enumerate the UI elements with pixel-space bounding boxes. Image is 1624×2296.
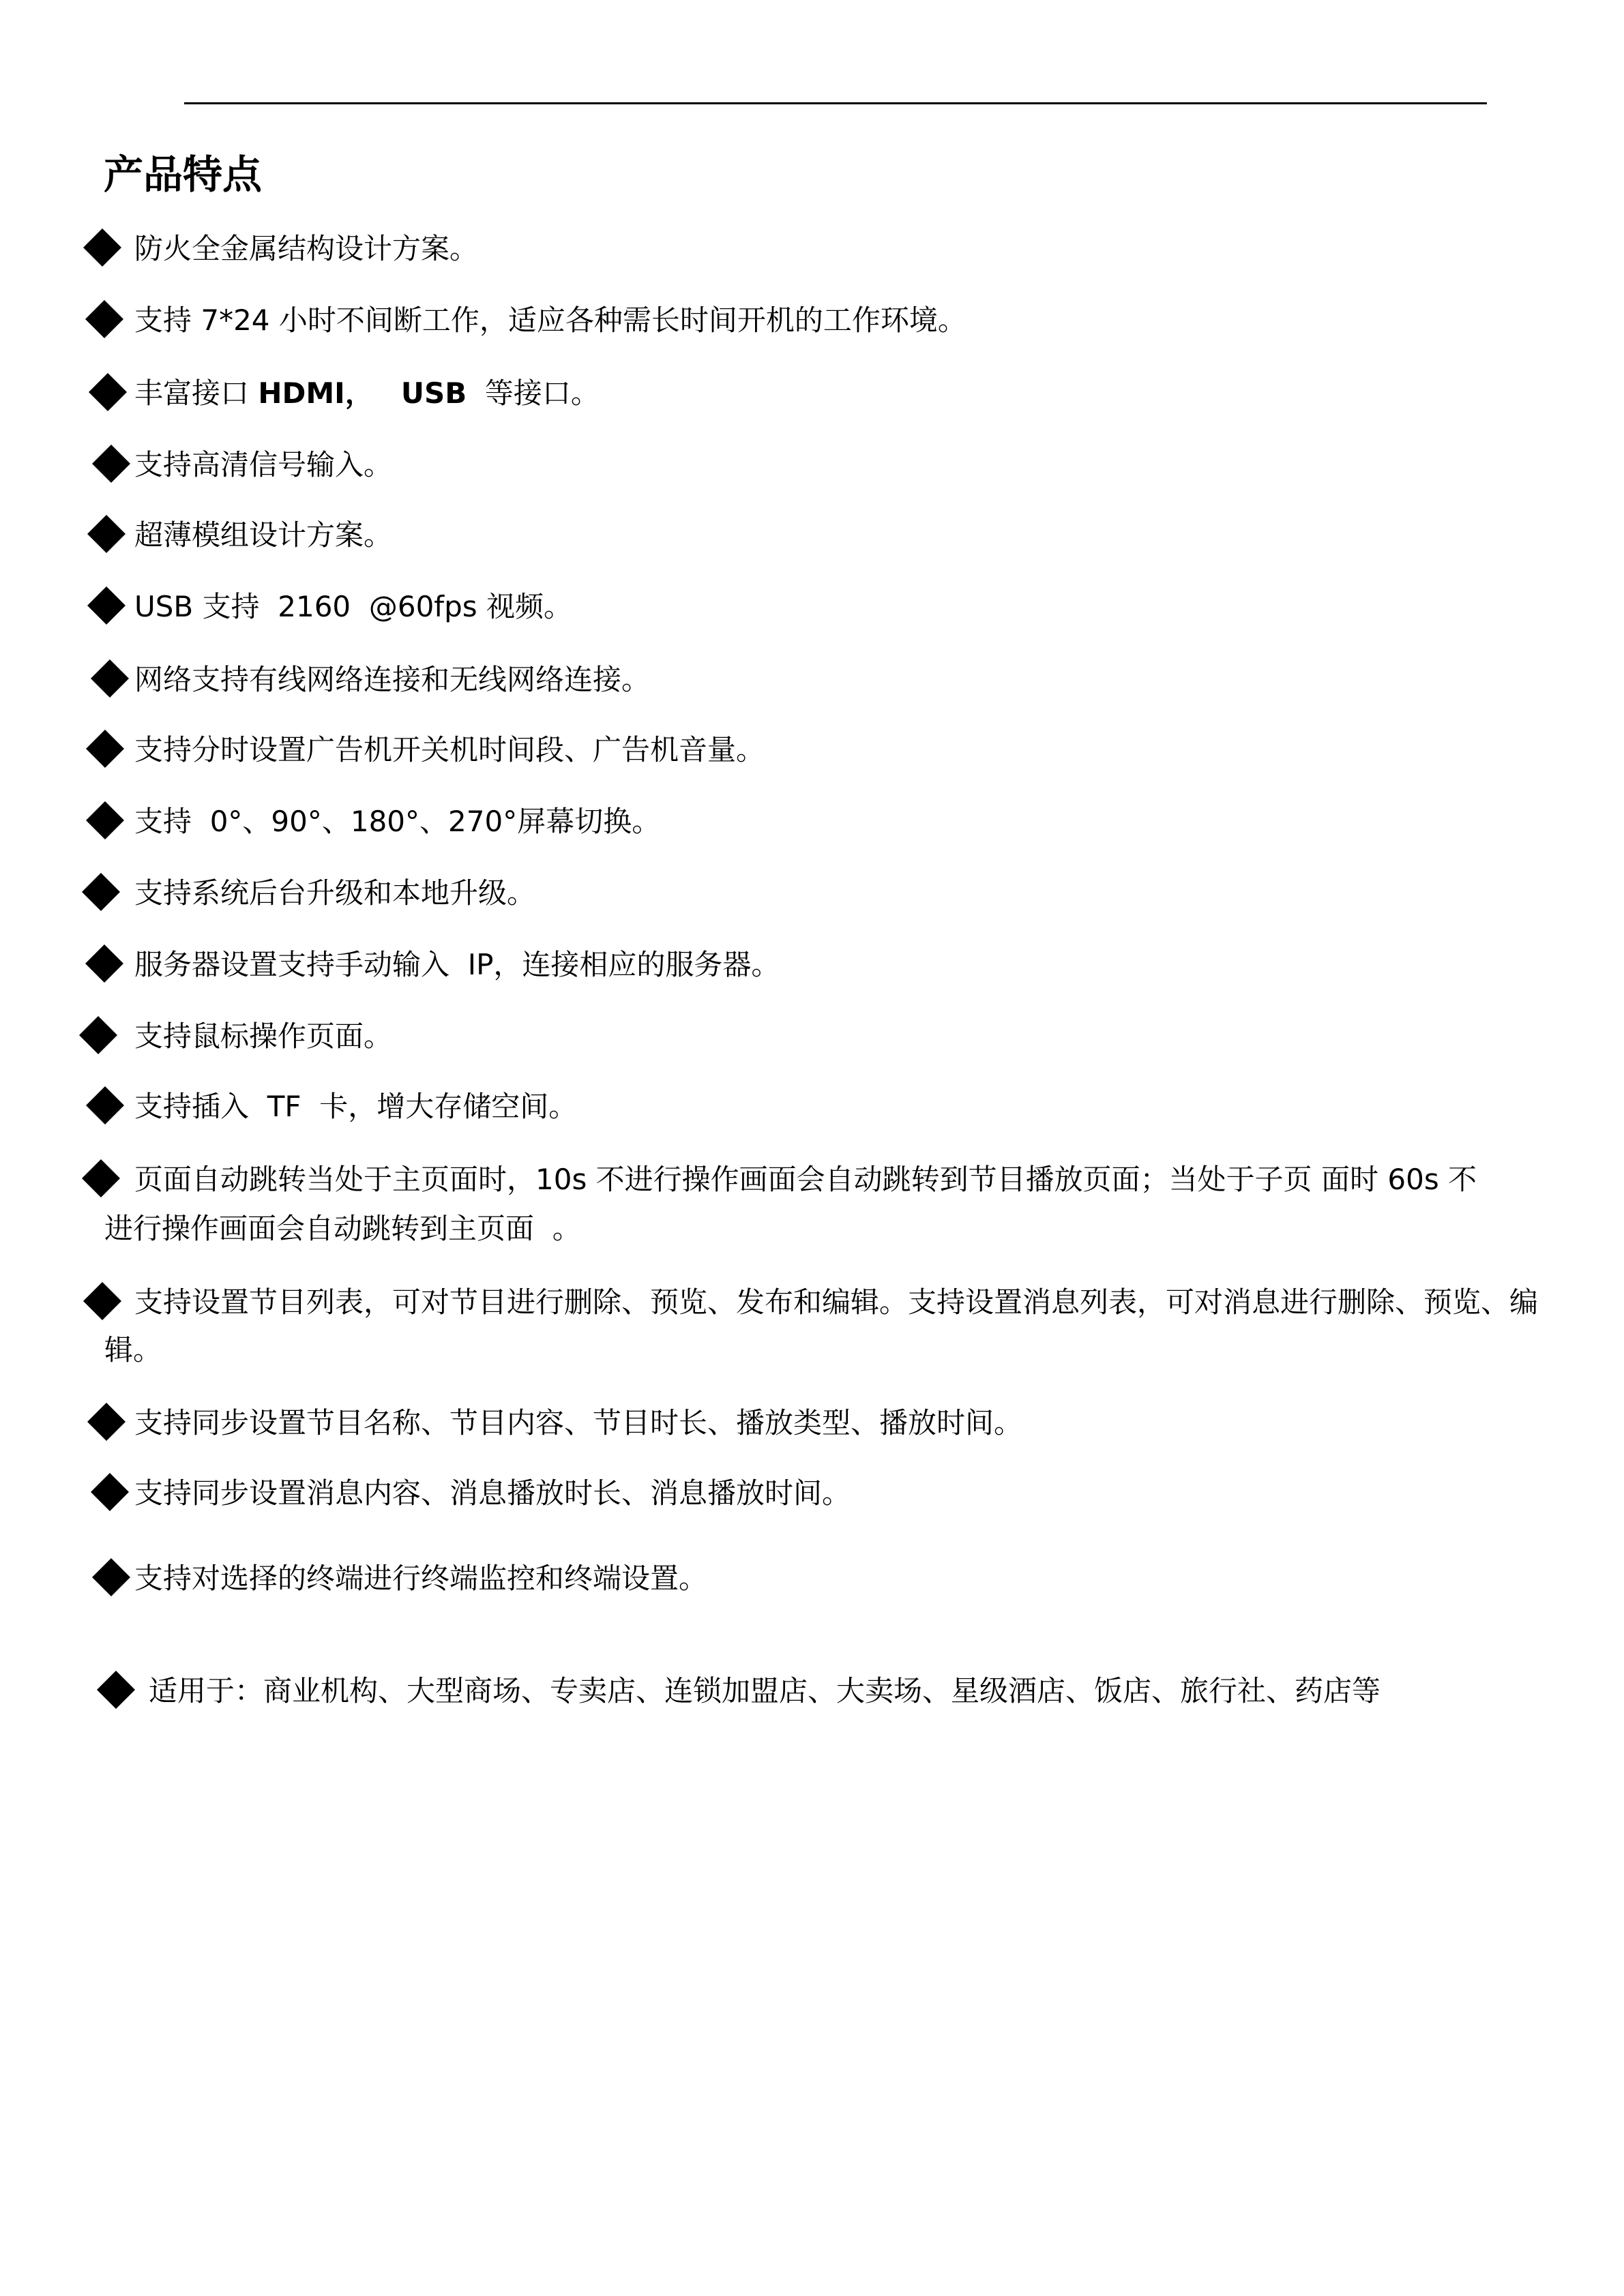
- applicable-venues: 商业机构、大型商场、专卖店、连锁加盟店、大卖场、星级酒店、饭店、旅行社、药店等: [263, 1674, 1381, 1708]
- bullet-diamond-icon: [82, 1159, 120, 1197]
- interface-prefix: 丰富接口: [134, 376, 259, 410]
- feature-text: 服务器设置支持手动输入 IP，连接相应的服务器。: [134, 948, 780, 981]
- bullet-diamond-icon: [86, 1086, 124, 1124]
- feature-item: [0, 723, 1624, 777]
- feature-text: 支持同步设置消息内容、消息播放时长、消息播放时间。: [134, 1476, 851, 1510]
- feature-text: 支持分时设置广告机开关机时间段、广告机音量。: [134, 733, 765, 766]
- feature-item: [0, 938, 1624, 992]
- feature-text: 支持 7*24 小时不间断工作，适应各种需长时间开机的工作环境。: [134, 303, 966, 337]
- feature-text: [134, 366, 600, 421]
- bullet-diamond-icon: [87, 515, 126, 553]
- feature-text: 支持高清信号输入。: [134, 448, 393, 481]
- feature-item: [0, 1152, 1624, 1262]
- page-title: 产品特点: [104, 151, 263, 198]
- bullet-diamond-icon: [85, 944, 123, 983]
- bullet-diamond-icon: [87, 1403, 126, 1441]
- bullet-diamond-icon: [92, 1558, 130, 1596]
- applicable-label: 适用于：: [149, 1674, 264, 1708]
- feature-text: USB 支持 2160 @60fps 视频。: [134, 590, 572, 623]
- feature-text-line2: 进行操作画面会自动跳转到主页面 。: [104, 1212, 581, 1245]
- feature-text: 支持鼠标操作页面。: [134, 1019, 393, 1053]
- bullet-diamond-icon: [82, 873, 120, 911]
- bullet-diamond-icon: [91, 1473, 129, 1511]
- interface-suffix: 等接口。: [467, 376, 600, 410]
- feature-text: 支持系统后台升级和本地升级。: [134, 876, 536, 910]
- feature-item: [0, 1079, 1624, 1134]
- feature-item: [0, 293, 1624, 348]
- feature-item: [0, 1009, 1624, 1064]
- feature-item: [0, 653, 1624, 707]
- feature-item: [0, 580, 1624, 634]
- bullet-diamond-icon: [89, 373, 127, 411]
- feature-item: [0, 508, 1624, 563]
- feature-text: 支持插入 TF 卡，增大存储空间。: [134, 1090, 578, 1123]
- feature-item: [0, 1664, 1624, 1718]
- header-divider: [184, 102, 1487, 104]
- feature-text: 支持对选择的终端进行终端监控和终端设置。: [134, 1562, 708, 1595]
- feature-item: [0, 866, 1624, 921]
- feature-text: [149, 1664, 1381, 1718]
- feature-text-line1: 页面自动跳转当处于主页面时，10s 不进行操作画面会自动跳转到节目播放页面；当处于子页 面时 60s 不: [134, 1163, 1477, 1196]
- feature-item: [0, 1275, 1624, 1384]
- hdmi-label: HDMI，: [258, 376, 374, 410]
- feature-text: 支持 0°、90°、180°、270°屏幕切换。: [134, 805, 661, 838]
- bullet-diamond-icon: [87, 586, 126, 625]
- usb-label: USB: [400, 376, 467, 410]
- feature-text: 网络支持有线网络连接和无线网络连接。: [134, 663, 651, 696]
- feature-item: [0, 1551, 1624, 1606]
- bullet-diamond-icon: [83, 228, 121, 267]
- feature-item: [0, 794, 1624, 849]
- feature-item: [0, 438, 1624, 492]
- bullet-diamond-icon: [86, 801, 124, 839]
- bullet-diamond-icon: [83, 1282, 121, 1320]
- feature-text: 防火全金属结构设计方案。: [134, 232, 479, 265]
- feature-item: [0, 1466, 1624, 1521]
- feature-item: [0, 1396, 1624, 1450]
- feature-item: [0, 366, 1624, 421]
- feature-text: 超薄模组设计方案。: [134, 518, 393, 552]
- feature-text-line1: 支持设置节目列表，可对节目进行删除、预览、发布和编辑。支持设置消息列表，可对消息进行删除、预览、编: [134, 1285, 1539, 1319]
- bullet-diamond-icon: [92, 445, 130, 483]
- bullet-diamond-icon: [86, 730, 124, 768]
- bullet-diamond-icon: [85, 300, 123, 338]
- bullet-diamond-icon: [79, 1016, 117, 1054]
- feature-text-line2: 辑。: [104, 1333, 162, 1367]
- bullet-diamond-icon: [91, 659, 129, 698]
- bullet-diamond-icon: [97, 1671, 135, 1709]
- feature-item: [0, 222, 1624, 276]
- feature-text: 支持同步设置节目名称、节目内容、节目时长、播放类型、播放时间。: [134, 1406, 1023, 1440]
- interface-gap: [374, 376, 401, 410]
